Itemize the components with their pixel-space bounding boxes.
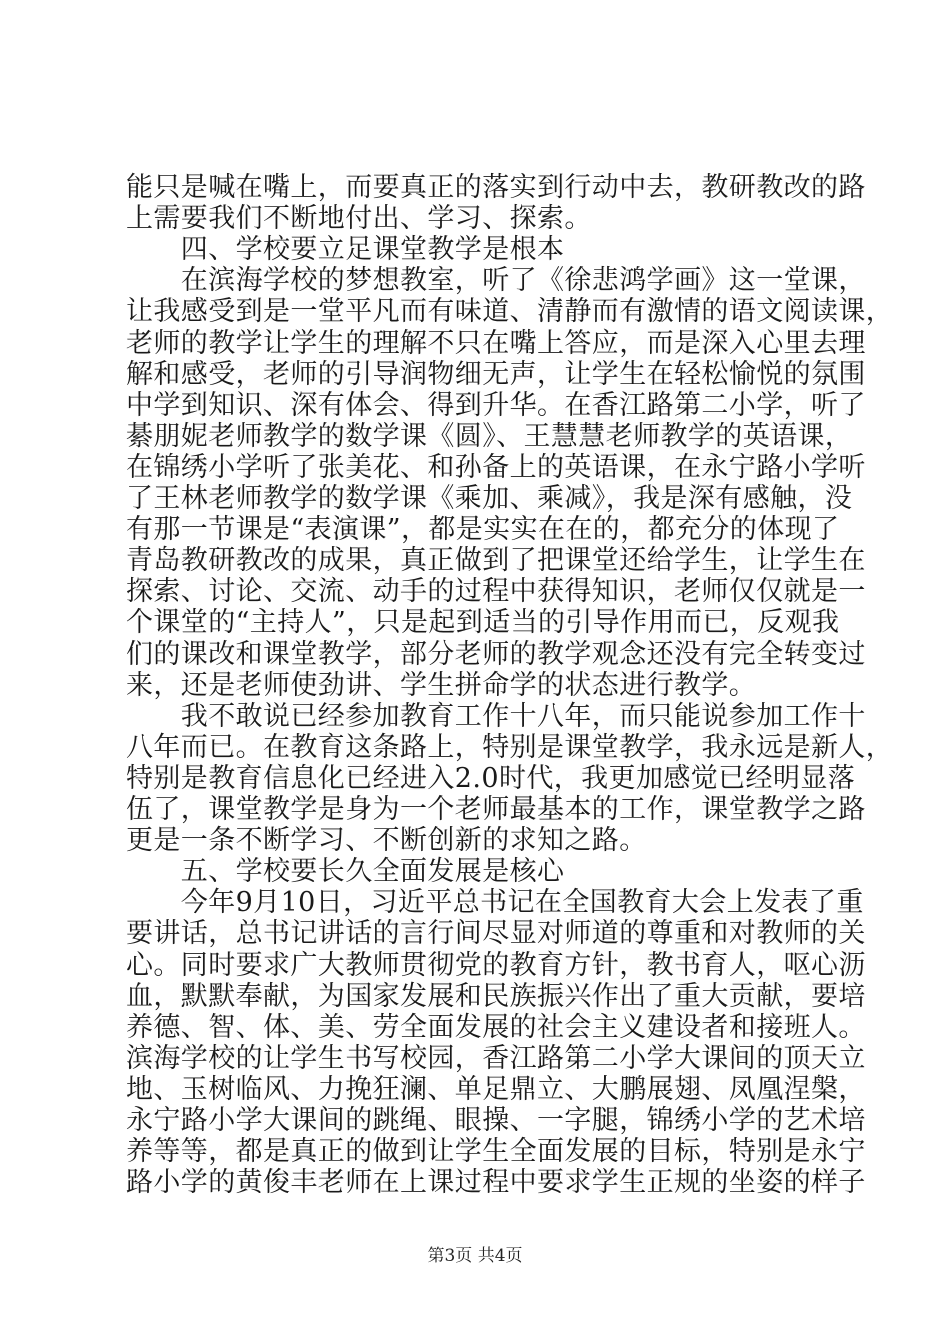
text-line: 綦朋妮老师教学的数学课《圆》、王慧慧老师教学的英语课， xyxy=(126,420,853,452)
text-line: 老师的教学让学生的理解不只在嘴上答应，而是深入心里去理 xyxy=(126,327,866,359)
text-line: 养等等，都是真正的做到让学生全面发展的目标，特别是永宁 xyxy=(126,1136,866,1168)
text-line: 心。同时要求广大教师贯彻党的教育方针，教书育人，呕心沥 xyxy=(126,949,866,981)
text-line: 在滨海学校的梦想教室，听了《徐悲鸿学画》这一堂课， xyxy=(126,265,866,297)
text-line: 解和感受，老师的引导润物细无声，让学生在轻松愉悦的氛围 xyxy=(126,358,866,390)
text-line: 四、学校要立足课堂教学是根本 xyxy=(126,234,565,266)
page-footer: 第3页 共4页 xyxy=(427,1246,523,1266)
text-line: 有那一节课是“表演课”，都是实实在在的，都充分的体现了 xyxy=(126,514,840,546)
text-line: 更是一条不断学习、不断创新的求知之路。 xyxy=(126,825,647,857)
text-line: 让我感受到是一堂平凡而有味道、清静而有激情的语文阅读课， xyxy=(126,296,894,328)
text-line: 伍了，课堂教学是身为一个老师最基本的工作，课堂教学之路 xyxy=(126,794,866,825)
text-line: 特别是教育信息化已经进入2.0时代，我更加感觉已经明显落 xyxy=(126,762,856,794)
text-line: 八年而已。在教育这条路上，特别是课堂教学，我永远是新人， xyxy=(126,731,894,763)
text-line: 要讲话，总书记讲话的言行间尽显对师道的尊重和对教师的关 xyxy=(126,918,866,950)
text-line: 五、学校要长久全面发展是核心 xyxy=(126,856,565,888)
text-line: 路小学的黄俊丰老师在上课过程中要求学生正规的坐姿的样子 xyxy=(126,1167,866,1199)
text-line: 来，还是老师使劲讲、学生拼命学的状态进行教学。 xyxy=(126,669,757,701)
text-line: 我不敢说已经参加教育工作十八年，而只能说参加工作十 xyxy=(126,700,866,732)
text-line: 滨海学校的让学生书写校园，香江路第二小学大课间的顶天立 xyxy=(126,1042,866,1074)
text-line: 探索、讨论、交流、动手的过程中获得知识，老师仅仅就是一 xyxy=(126,576,866,608)
text-line: 上需要我们不断地付出、学习、探索。 xyxy=(126,203,592,235)
text-line: 了王林老师教学的数学课《乘加、乘减》，我是深有感触，没 xyxy=(126,483,853,514)
text-line: 个课堂的“主持人”，只是起到适当的引导作用而已，反观我 xyxy=(126,607,840,639)
text-line: 在锦绣小学听了张美花、和孙备上的英语课，在永宁路小学听 xyxy=(126,451,866,483)
text-line: 血，默默奉献，为国家发展和民族振兴作出了重大贡献，要培 xyxy=(126,980,866,1012)
text-line: 养德、智、体、美、劳全面发展的社会主义建设者和接班人。 xyxy=(126,1011,866,1043)
text-line: 地、玉树临风、力挽狂澜、单足鼎立、大鹏展翅、凤凰涅槃， xyxy=(126,1073,866,1105)
text-line: 永宁路小学大课间的跳绳、眼操、一字腿，锦绣小学的艺术培 xyxy=(126,1105,866,1136)
text-line: 们的课改和课堂教学，部分老师的教学观念还没有完全转变过 xyxy=(126,638,866,670)
text-line: 中学到知识、深有体会、得到升华。在香江路第二小学，听了 xyxy=(126,389,866,421)
text-line: 能只是喊在嘴上，而要真正的落实到行动中去，教研教改的路 xyxy=(126,172,866,203)
text-line: 青岛教研教改的成果，真正做到了把课堂还给学生，让学生在 xyxy=(126,545,866,577)
text-line: 今年9月10日，习近平总书记在全国教育大会上发表了重 xyxy=(126,887,864,919)
